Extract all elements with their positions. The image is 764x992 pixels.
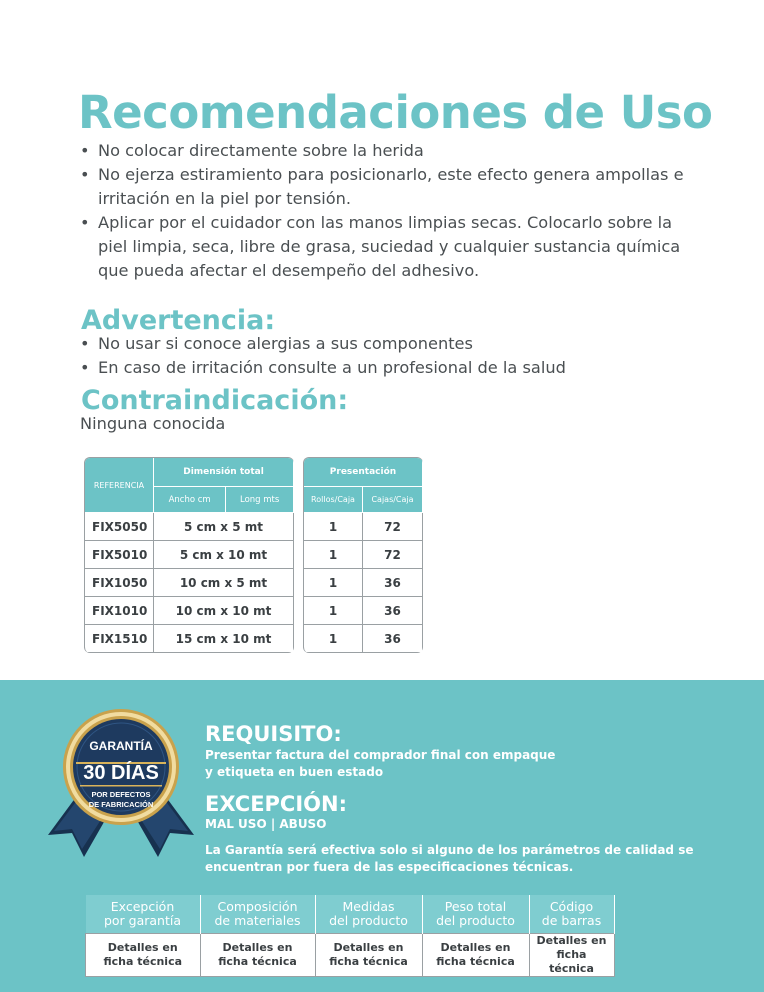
ref-cell: FIX1510 <box>85 625 154 653</box>
list-item: • No usar si conoce alergias a sus componentes <box>80 332 700 356</box>
details-cell: Detalles en ficha técnica <box>315 934 422 977</box>
dim-cell: 10 cm x 10 mt <box>154 597 294 625</box>
table-row <box>304 597 423 625</box>
rolls-cell: 1 <box>304 513 363 541</box>
details-cell: Detalles en ficha técnica <box>86 934 201 977</box>
badge-line-2: 30 DÍAS <box>83 762 159 784</box>
exception-line-1: La Garantía será efectiva solo si alguno de los parámetros de calidad se <box>205 843 694 857</box>
warranty-badge <box>46 707 196 872</box>
dim-cell: 5 cm x 10 mt <box>154 541 294 569</box>
details-cell: Detalles en ficha técnica <box>200 934 315 977</box>
table-row <box>304 625 423 653</box>
table-row <box>85 513 294 541</box>
boxes-cell: 36 <box>363 569 423 597</box>
boxes-header: Cajas/Caja <box>363 487 423 513</box>
table-row <box>304 513 423 541</box>
ref-cell: FIX5050 <box>85 513 154 541</box>
table-row <box>85 569 294 597</box>
rolls-cell: 1 <box>304 541 363 569</box>
details-cell: Detalles en ficha técnica <box>529 934 614 977</box>
dim-cell: 15 cm x 10 mt <box>154 625 294 653</box>
rolls-cell: 1 <box>304 625 363 653</box>
boxes-cell: 72 <box>363 513 423 541</box>
contraindication-heading: Contraindicación: <box>81 385 349 416</box>
page-title: Recomendaciones de Uso <box>78 86 713 139</box>
ribbon-badge-icon <box>46 707 196 872</box>
rolls-cell: 1 <box>304 597 363 625</box>
badge-line-4: DE FABRICACIÓN <box>88 800 154 809</box>
details-header: Código de barras <box>529 895 614 934</box>
requirement-line-1: Presentar factura del comprador final con empaque <box>205 748 556 762</box>
requirement-heading: REQUISITO: <box>205 722 342 746</box>
boxes-cell: 72 <box>363 541 423 569</box>
details-header: Excepción por garantía <box>86 895 201 934</box>
ref-header: REFERENCIA <box>85 458 154 513</box>
dimensions-table <box>84 457 294 653</box>
details-header: Peso total del producto <box>422 895 529 934</box>
warning-heading: Advertencia: <box>81 305 276 336</box>
list-item: • No colocar directamente sobre la herida <box>80 139 705 163</box>
rolls-header: Rollos/Caja <box>304 487 363 513</box>
boxes-cell: 36 <box>363 625 423 653</box>
list-item: • En caso de irritación consulte a un profesional de la salud <box>80 356 700 380</box>
badge-line-3: POR DEFECTOS <box>91 790 151 799</box>
details-header: Composición de materiales <box>200 895 315 934</box>
length-header: Long mts <box>226 487 294 513</box>
dim-cell: 5 cm x 5 mt <box>154 513 294 541</box>
recommendations-list <box>80 139 705 283</box>
warning-list <box>80 332 700 380</box>
table-row <box>304 541 423 569</box>
ref-cell: FIX1010 <box>85 597 154 625</box>
rolls-cell: 1 <box>304 569 363 597</box>
dimension-header: Dimensión total <box>154 458 294 487</box>
table-row <box>85 541 294 569</box>
boxes-cell: 36 <box>363 597 423 625</box>
dim-cell: 10 cm x 5 mt <box>154 569 294 597</box>
table-row <box>304 569 423 597</box>
width-header: Ancho cm <box>154 487 226 513</box>
requirement-line-2: y etiqueta en buen estado <box>205 765 384 779</box>
table-row <box>85 625 294 653</box>
details-table <box>85 895 615 977</box>
exception-line-2: encuentran por fuera de las especificaciones técnicas. <box>205 860 574 874</box>
details-cell: Detalles en ficha técnica <box>422 934 529 977</box>
exception-subtitle: MAL USO | ABUSO <box>205 817 327 831</box>
table-row <box>85 597 294 625</box>
ref-cell: FIX5010 <box>85 541 154 569</box>
exception-heading: EXCEPCIÓN: <box>205 792 347 816</box>
presentation-table <box>303 457 423 653</box>
badge-line-1: GARANTÍA <box>89 739 153 753</box>
contraindication-text: Ninguna conocida <box>80 414 226 433</box>
presentation-header: Presentación <box>304 458 423 487</box>
ref-cell: FIX1050 <box>85 569 154 597</box>
details-header: Medidas del producto <box>315 895 422 934</box>
list-item: • No ejerza estiramiento para posicionarlo, este efecto genera ampollas e irritación en la piel por tensión. <box>80 163 705 211</box>
list-item: • Aplicar por el cuidador con las manos limpias secas. Colocarlo sobre la piel limpia, seca, libre de grasa, suciedad y cualquier sustancia química que pueda afectar el desempeño del adhesivo. <box>80 211 705 283</box>
